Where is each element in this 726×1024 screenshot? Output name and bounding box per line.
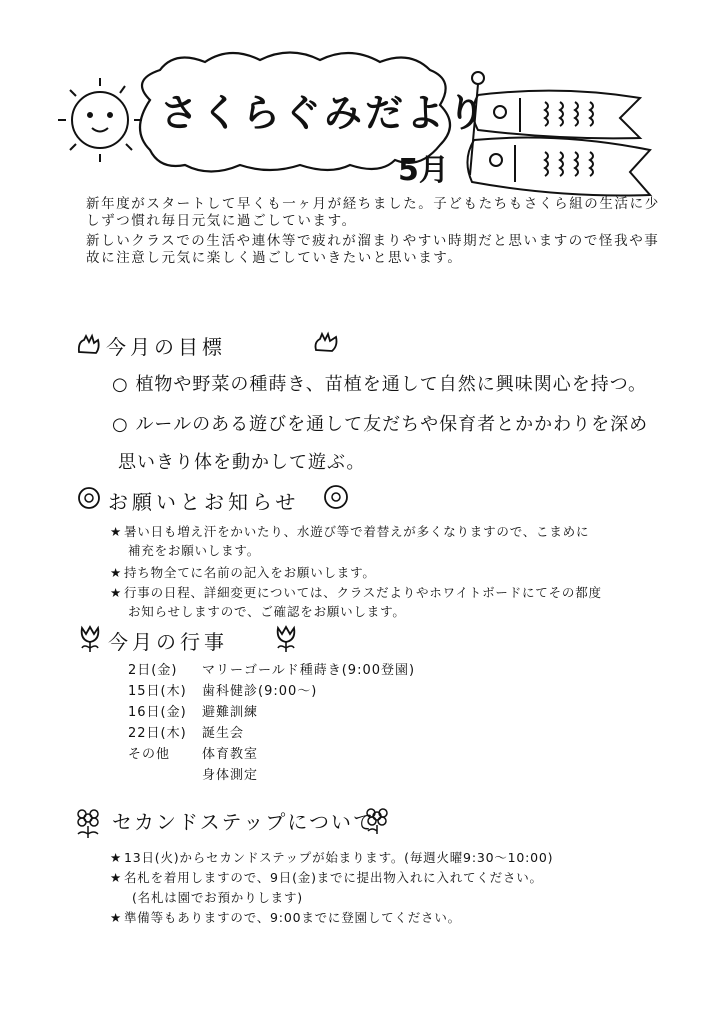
- page-month: 5月: [398, 153, 449, 188]
- star-icon: ★: [110, 910, 123, 925]
- hand-icon: [312, 332, 340, 354]
- flower-icon: [362, 806, 392, 836]
- second-step-heading: セカンドステップについて: [112, 810, 375, 834]
- notices-heading: お願いとお知らせ: [108, 490, 300, 514]
- second-step-list: [110, 848, 680, 928]
- event-list: [128, 660, 415, 786]
- bullet-icon: ○: [112, 374, 136, 395]
- notice-item: ★ 暑い日も増え汗をかいたり、水遊び等で着替えが多くなりますので、こまめに 補充をお願いします。: [110, 524, 590, 558]
- star-icon: ★: [110, 585, 123, 600]
- star-icon: ★: [110, 870, 123, 885]
- tulip-icon: [272, 624, 300, 654]
- goal-item: ○ ルールのある遊びを通して友だちや保育者とかかわりを深め: [112, 414, 649, 435]
- event-row: 15日(木) 歯科健診(9:00〜): [128, 684, 318, 699]
- flower-icon: [76, 486, 102, 510]
- events-heading: 今月の行事: [108, 630, 228, 654]
- second-step-item: (名札は園でお預かりします): [132, 890, 303, 905]
- event-row: 身体測定: [202, 768, 259, 783]
- goal-item: 思いきり体を動かして遊ぶ。: [118, 452, 366, 473]
- second-step-item: ★ 13日(火)からセカンドステップが始まります。(毎週火曜9:30〜10:00): [110, 848, 680, 868]
- notice-item: ★ 行事の日程、詳細変更については、クラスだよりやホワイトボードにてその都度 お知らせしますので、ご確認をお願いします。: [110, 585, 602, 619]
- event-row: 2日(金) マリーゴールド種蒔き(9:00登園): [128, 663, 416, 678]
- star-icon: ★: [110, 565, 123, 580]
- notice-item: ★ 持ち物全てに名前の記入をお願いします。: [110, 565, 376, 580]
- goal-item: ○ 植物や野菜の種蒔き、苗植を通して自然に興味関心を持つ。: [112, 374, 647, 395]
- hand-icon: [76, 334, 102, 356]
- intro-text: [86, 196, 666, 270]
- sun-icon: [58, 78, 142, 162]
- star-icon: ★: [110, 524, 123, 539]
- event-row: 22日(木) 誕生会: [128, 726, 245, 741]
- second-step-item: ★ 名札を着用しますので、9日(金)までに提出物入れに入れてください。: [110, 868, 680, 888]
- intro-paragraph: 新年度がスタートして早くも一ヶ月が経ちました。子どもたちもさくら組の生活に少しずつ慣れ毎日元気に過ごしています。: [86, 196, 660, 229]
- bullet-icon: ○: [112, 414, 136, 435]
- second-step-item: ★ 準備等もありますので、9:00までに登園してください。: [110, 908, 680, 928]
- event-row: 16日(金) 避難訓練: [128, 705, 259, 720]
- page-title: さくらぐみだより: [160, 91, 489, 135]
- flower-icon: [72, 806, 104, 840]
- tulip-icon: [76, 624, 104, 654]
- koinobori-icon: [467, 72, 650, 195]
- intro-paragraph: 新しいクラスでの生活や連休等で疲れが溜まりやすい時期だと思いますので怪我や事故に注意し元気に楽しく過ごしていきたいと思います。: [86, 233, 660, 266]
- event-row: その他 体育教室: [128, 747, 259, 762]
- star-icon: ★: [110, 850, 123, 865]
- flower-icon: [322, 484, 350, 510]
- goals-heading: 今月の目標: [106, 335, 226, 359]
